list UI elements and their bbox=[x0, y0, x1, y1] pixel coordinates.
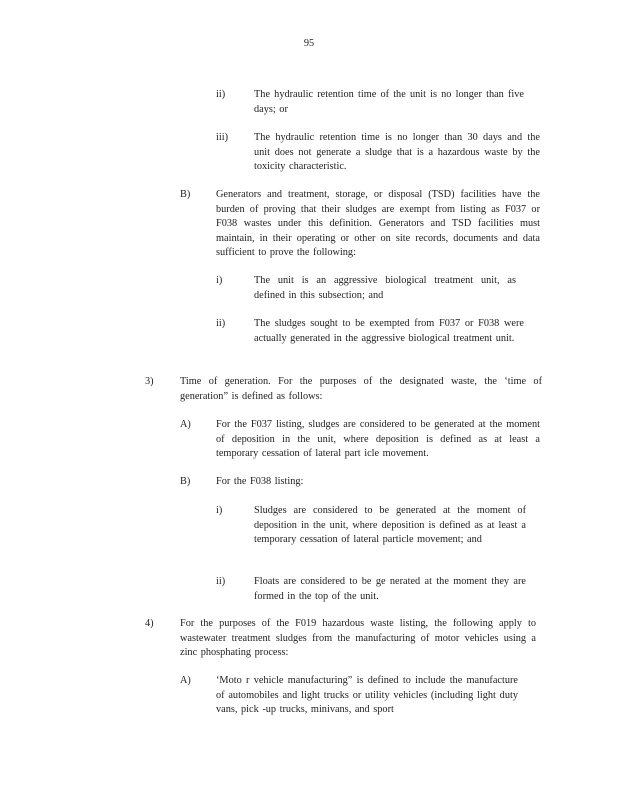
item-label: B) bbox=[180, 476, 191, 487]
item-text: The unit is an aggressive biological treatment unit, as defined in this subsection; and bbox=[254, 275, 516, 301]
item-text: Floats are considered to be ge nerated at the moment they are formed in the top of the unit. bbox=[254, 576, 526, 602]
item-text: The hydraulic retention time of the unit is no longer than five days; or bbox=[254, 89, 524, 115]
item-text: For the purposes of the F019 hazardous waste listing, the following apply to wastewater treatment sludges from the manufacturing of motor vehicles using a zinc phosphating process: bbox=[180, 618, 536, 659]
item-label: i) bbox=[216, 505, 223, 516]
item-label: ii) bbox=[216, 89, 226, 100]
item-label: A) bbox=[180, 419, 191, 430]
item-label: 4) bbox=[145, 618, 154, 629]
item-label: ii) bbox=[216, 318, 226, 329]
item-label: A) bbox=[180, 675, 191, 686]
item-label: iii) bbox=[216, 132, 229, 143]
item-text: The sludges sought to be exempted from F037 or F038 were actually generated in the aggressive biological treatment unit. bbox=[254, 318, 524, 344]
item-label: i) bbox=[216, 275, 223, 286]
item-label: ii) bbox=[216, 576, 226, 587]
item-text: The hydraulic retention time is no longer than 30 days and the unit does not generate a sludge that is a hazardous waste by the toxicity characteristic. bbox=[254, 132, 540, 173]
item-text: Sludges are considered to be generated at the moment of deposition in the unit, where deposition is defined as at least a temporary cessation of lateral particle movement; and bbox=[254, 505, 526, 546]
item-text: For the F037 listing, sludges are considered to be generated at the moment of deposition in the unit, where deposition is defined as at least a temporary cessation of lateral part icle movement. bbox=[216, 419, 540, 460]
item-text: For the F038 listing: bbox=[216, 476, 304, 487]
item-label: 3) bbox=[145, 376, 154, 387]
item-text: Time of generation. For the purposes of the designated waste, the ‘time of generation” is defined as follows: bbox=[180, 376, 542, 402]
item-label: B) bbox=[180, 189, 191, 200]
page-number: 95 bbox=[303, 38, 315, 49]
item-text: ‘Moto r vehicle manufacturing” is defined to include the manufacture of automobiles and light trucks or utility vehicles (including light duty vans, pick -up trucks, minivans, and sport bbox=[216, 675, 518, 716]
item-text: Generators and treatment, storage, or disposal (TSD) facilities have the burden of proving that their sludges are exempt from listing as F037 or F038 wastes under this definition. Generators and TSD facilities must maintain, in their operating or other on site records, documents and data sufficient to prove the following: bbox=[216, 189, 540, 259]
